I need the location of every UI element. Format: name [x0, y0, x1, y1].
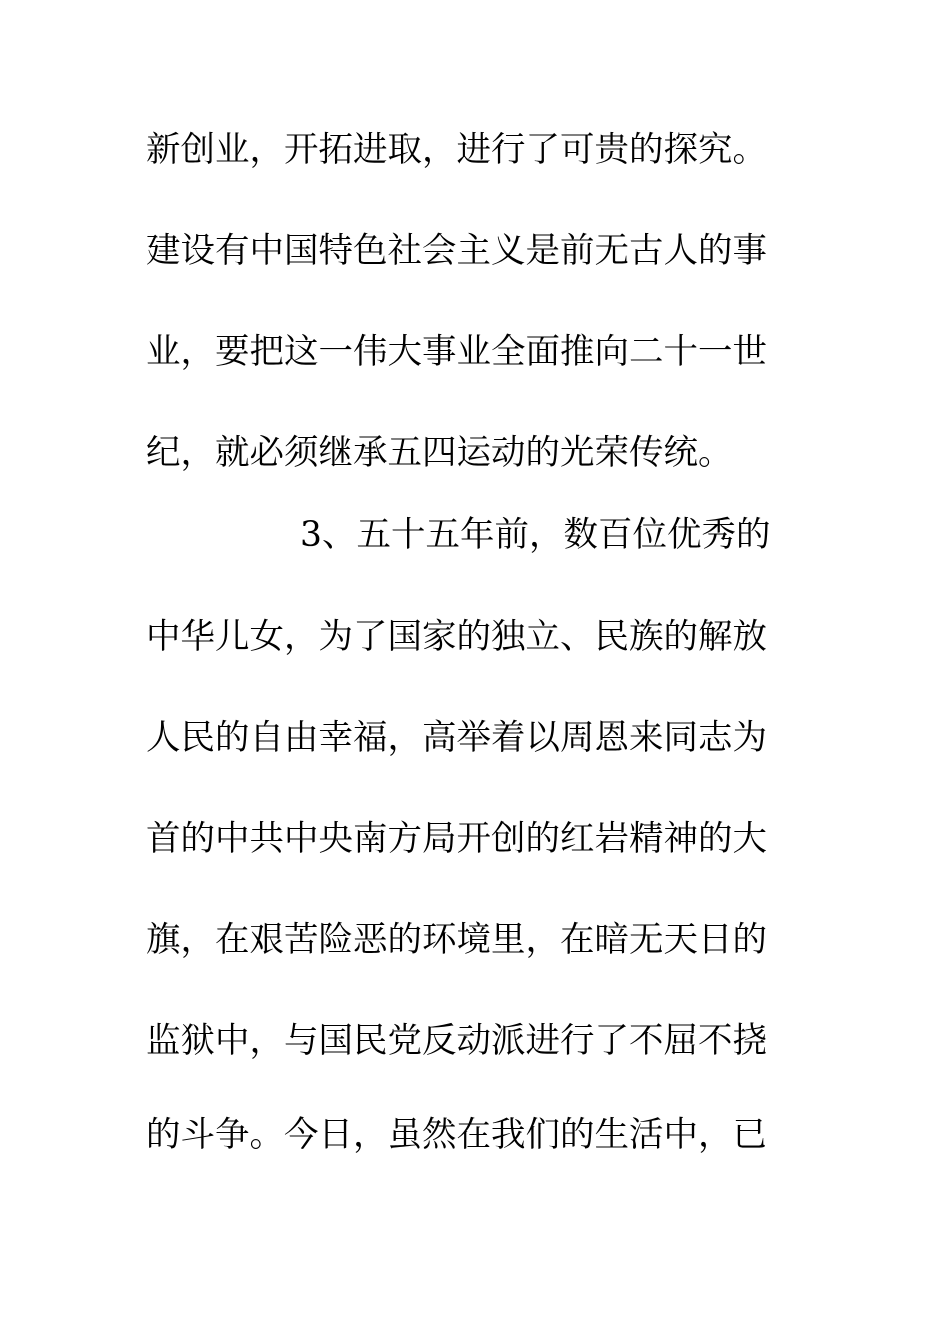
text-line: 旗，在艰苦险恶的环境里，在暗无天日的	[146, 920, 767, 960]
text-line: 纪，就必须继承五四运动的光荣传统。	[146, 433, 733, 473]
text-line: 中华儿女，为了国家的独立、民族的解放	[146, 617, 767, 657]
text-line: 建设有中国特色社会主义是前无古人的事	[146, 231, 767, 271]
text-line: 人民的自由幸福，高举着以周恩来同志为	[146, 718, 767, 758]
text-line: 首的中共中央南方局开创的红岩精神的大	[146, 819, 767, 859]
text-line: 监狱中，与国民党反动派进行了不屈不挠	[146, 1021, 767, 1061]
text-line: 新创业，开拓进取，进行了可贵的探究。	[146, 130, 767, 170]
text-line: 业，要把这一伟大事业全面推向二十一世	[146, 332, 767, 372]
paragraph-start-line: 3、五十五年前，数百位优秀的	[300, 515, 771, 555]
text-line: 的斗争。今日，虽然在我们的生活中，已	[146, 1115, 767, 1155]
